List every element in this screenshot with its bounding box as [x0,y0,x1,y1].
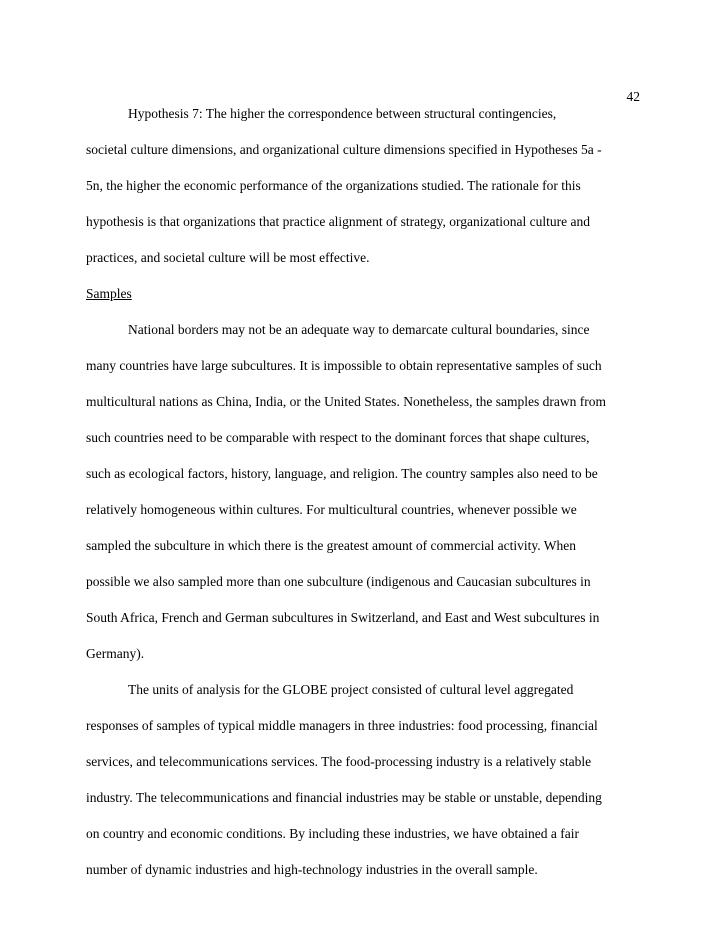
text-line: multicultural nations as China, India, or the United States. Nonetheless, the samples drawn from [86,394,607,409]
text-line: practices, and societal culture will be most effective. [86,250,370,265]
text-line: relatively homogeneous within cultures. For multicultural countries, whenever possible we [86,502,577,517]
text-line: on country and economic conditions. By including these industries, we have obtained a fair [86,826,580,841]
text-line: hypothesis is that organizations that practice alignment of strategy, organizational culture and [86,214,590,229]
text-line: industry. The telecommunications and financial industries may be stable or unstable, depending [86,790,602,805]
text-line: 5n, the higher the economic performance of the organizations studied. The rationale for this [86,178,581,193]
section-heading: Samples [86,286,132,301]
page-number: 42 [626,89,640,104]
text-line: such countries need to be comparable with respect to the dominant forces that shape cultures, [86,430,590,445]
samples-paragraph [86,312,646,672]
text-line: societal culture dimensions, and organizational culture dimensions specified in Hypotheses 5a - [86,142,602,157]
text-line: National borders may not be an adequate way to demarcate cultural boundaries, since [128,322,590,337]
text-line: responses of samples of typical middle managers in three industries: food processing, financial [86,718,598,733]
text-line: South Africa, French and German subcultures in Switzerland, and East and West subcultures in [86,610,600,625]
units-of-analysis-paragraph [86,672,646,888]
text-line: The units of analysis for the GLOBE project consisted of cultural level aggregated [128,682,574,697]
text-line: services, and telecommunications services. The food-processing industry is a relatively stable [86,754,592,769]
text-line: number of dynamic industries and high-technology industries in the overall sample. [86,862,538,877]
text-line: sampled the subculture in which there is the greatest amount of commercial activity. When [86,538,576,553]
text-line: possible we also sampled more than one subculture (indigenous and Caucasian subcultures in [86,574,591,589]
hypothesis-paragraph [86,96,646,276]
text-line: Hypothesis 7: The higher the correspondence between structural contingencies, [128,106,557,121]
document-body [86,96,646,888]
text-line: such as ecological factors, history, language, and religion. The country samples also need to be [86,466,598,481]
text-line: many countries have large subcultures. It is impossible to obtain representative samples of such [86,358,602,373]
text-line: Germany). [86,646,145,661]
